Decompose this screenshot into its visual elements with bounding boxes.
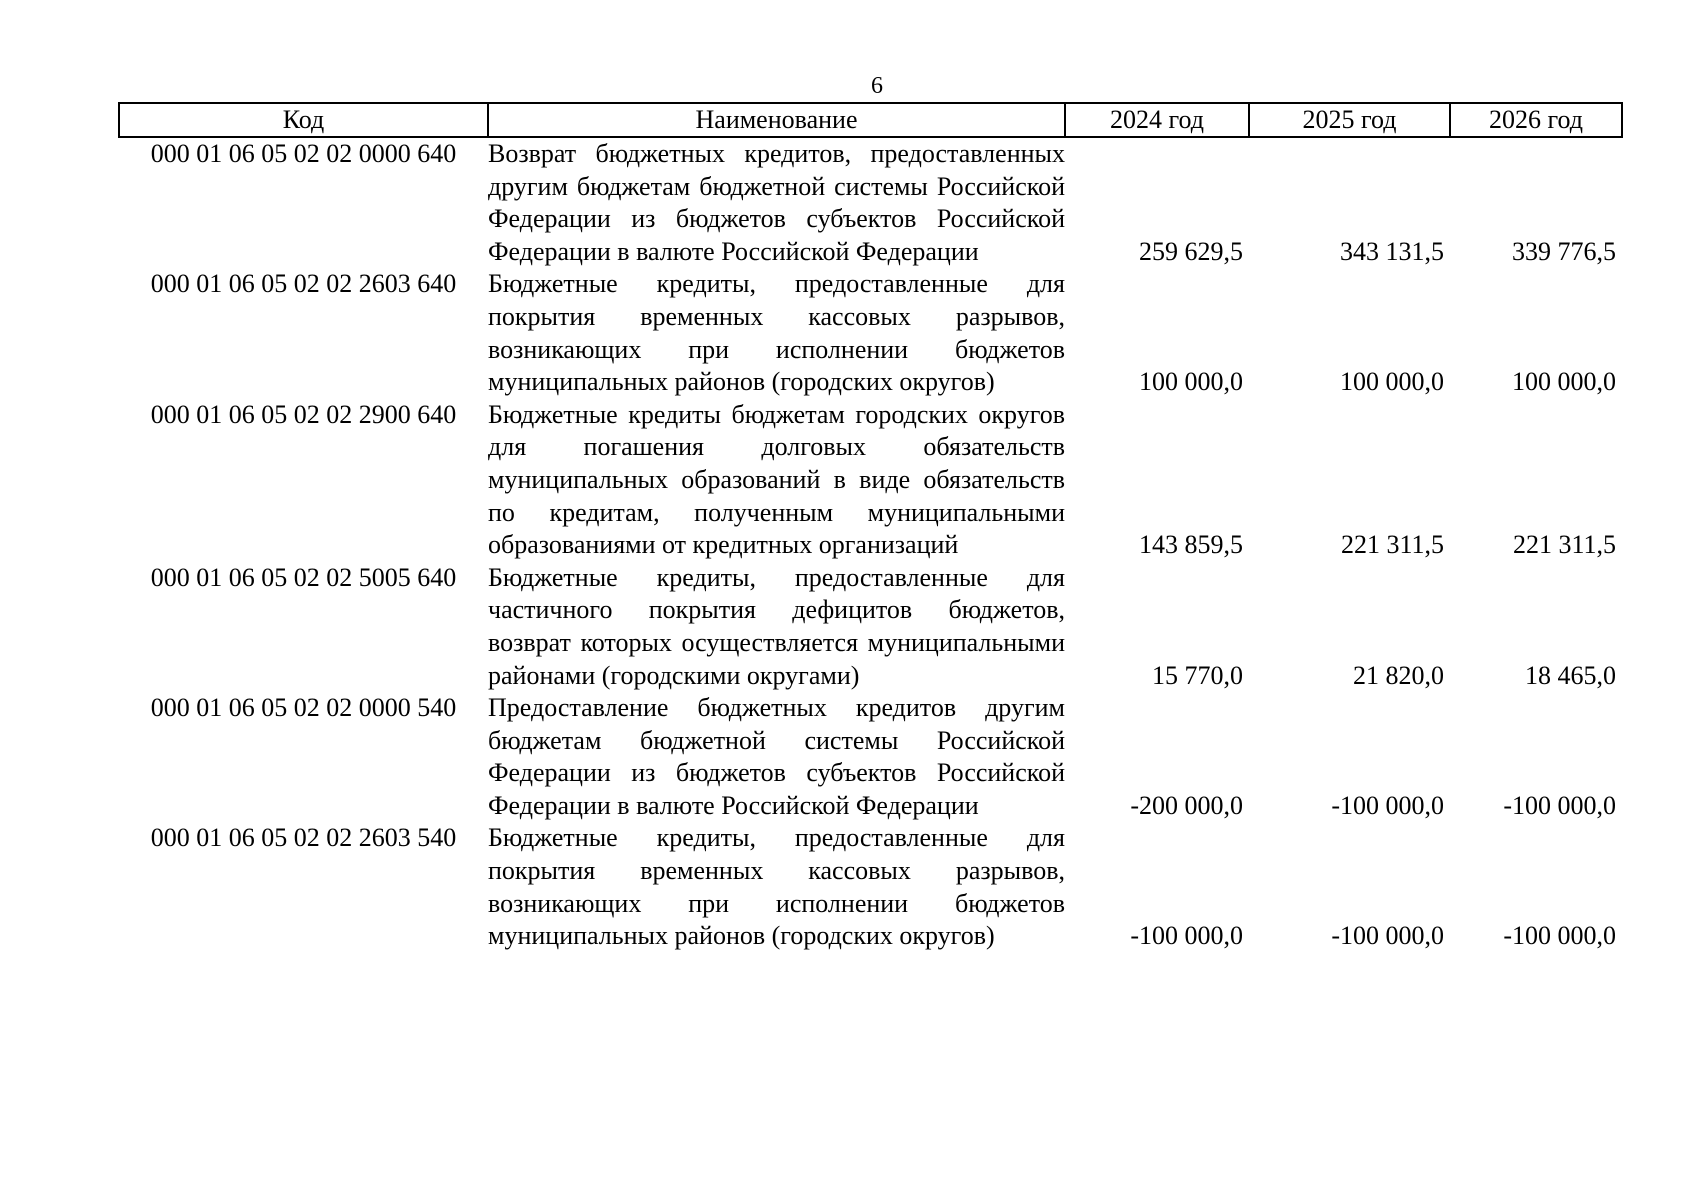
- row-value-2025: 100 000,0: [1340, 367, 1444, 397]
- header-year-2024: 2024 год: [1065, 103, 1249, 137]
- budget-table: [118, 102, 1623, 953]
- row-value-2024: -100 000,0: [1130, 921, 1243, 951]
- row-name: Возврат бюджетных кредитов, предоставленных другим бюджетам бюджетной системы Российской Федерации из бюджетов субъектов Российской Федерации в валюте Российской Федерации: [488, 139, 1065, 266]
- row-code: 000 01 06 05 02 02 0000 540: [150, 693, 457, 723]
- row-value-2025: -100 000,0: [1331, 921, 1444, 951]
- row-value-2025: -100 000,0: [1331, 790, 1444, 820]
- row-value-2026: 18 465,0: [1525, 660, 1616, 690]
- row-value-2026: -100 000,0: [1503, 921, 1616, 951]
- header-year-2025: 2025 год: [1249, 103, 1450, 137]
- row-value-2024: 143 859,5: [1139, 530, 1243, 560]
- row-value-2026: -100 000,0: [1503, 790, 1616, 820]
- row-code: 000 01 06 05 02 02 2900 640: [150, 399, 457, 429]
- row-value-2024: -200 000,0: [1130, 790, 1243, 820]
- header-row: [119, 103, 1622, 137]
- table-row: [119, 822, 1622, 952]
- header-name: Наименование: [488, 103, 1065, 137]
- table-row: [119, 137, 1622, 268]
- row-code: 000 01 06 05 02 02 5005 640: [150, 562, 457, 592]
- table-row: [119, 692, 1622, 822]
- header-year-2026: 2026 год: [1450, 103, 1622, 137]
- table-body: [119, 137, 1622, 953]
- row-value-2025: 221 311,5: [1340, 530, 1444, 560]
- row-code: 000 01 06 05 02 02 0000 640: [150, 139, 457, 168]
- row-value-2024: 259 629,5: [1139, 236, 1243, 266]
- row-code: 000 01 06 05 02 02 2603 540: [150, 823, 457, 853]
- row-value-2025: 343 131,5: [1340, 236, 1444, 266]
- table-row: [119, 268, 1622, 398]
- table-header: [119, 103, 1622, 137]
- row-code: 000 01 06 05 02 02 2603 640: [150, 269, 457, 299]
- row-value-2026: 339 776,5: [1512, 236, 1616, 266]
- row-value-2024: 100 000,0: [1139, 367, 1243, 397]
- row-name: Бюджетные кредиты бюджетам городских округов для погашения долговых обязательств муниципальных образований в виде обязательств по кредитам, полученным муниципальными образованиями от кредитных организаций: [488, 399, 1065, 560]
- row-value-2025: 21 820,0: [1353, 660, 1444, 690]
- header-code: Код: [119, 103, 488, 137]
- row-value-2026: 100 000,0: [1512, 367, 1616, 397]
- row-name: Бюджетные кредиты, предоставленные для покрытия временных кассовых разрывов, возникающих при исполнении бюджетов муниципальных районов (городских округов): [488, 269, 1065, 397]
- row-name: Предоставление бюджетных кредитов другим бюджетам бюджетной системы Российской Федерации из бюджетов субъектов Российской Федерации в валюте Российской Федерации: [488, 693, 1065, 820]
- table-row: [119, 399, 1622, 562]
- row-name: Бюджетные кредиты, предоставленные для частичного покрытия дефицитов бюджетов, возврат которых осуществляется муниципальными районами (городскими округами): [488, 562, 1065, 690]
- row-value-2026: 221 311,5: [1512, 530, 1616, 560]
- page-number: 6: [871, 73, 883, 99]
- row-name: Бюджетные кредиты, предоставленные для покрытия временных кассовых разрывов, возникающих при исполнении бюджетов муниципальных районов (городских округов): [488, 823, 1065, 951]
- table-row: [119, 562, 1622, 692]
- row-value-2024: 15 770,0: [1152, 660, 1243, 690]
